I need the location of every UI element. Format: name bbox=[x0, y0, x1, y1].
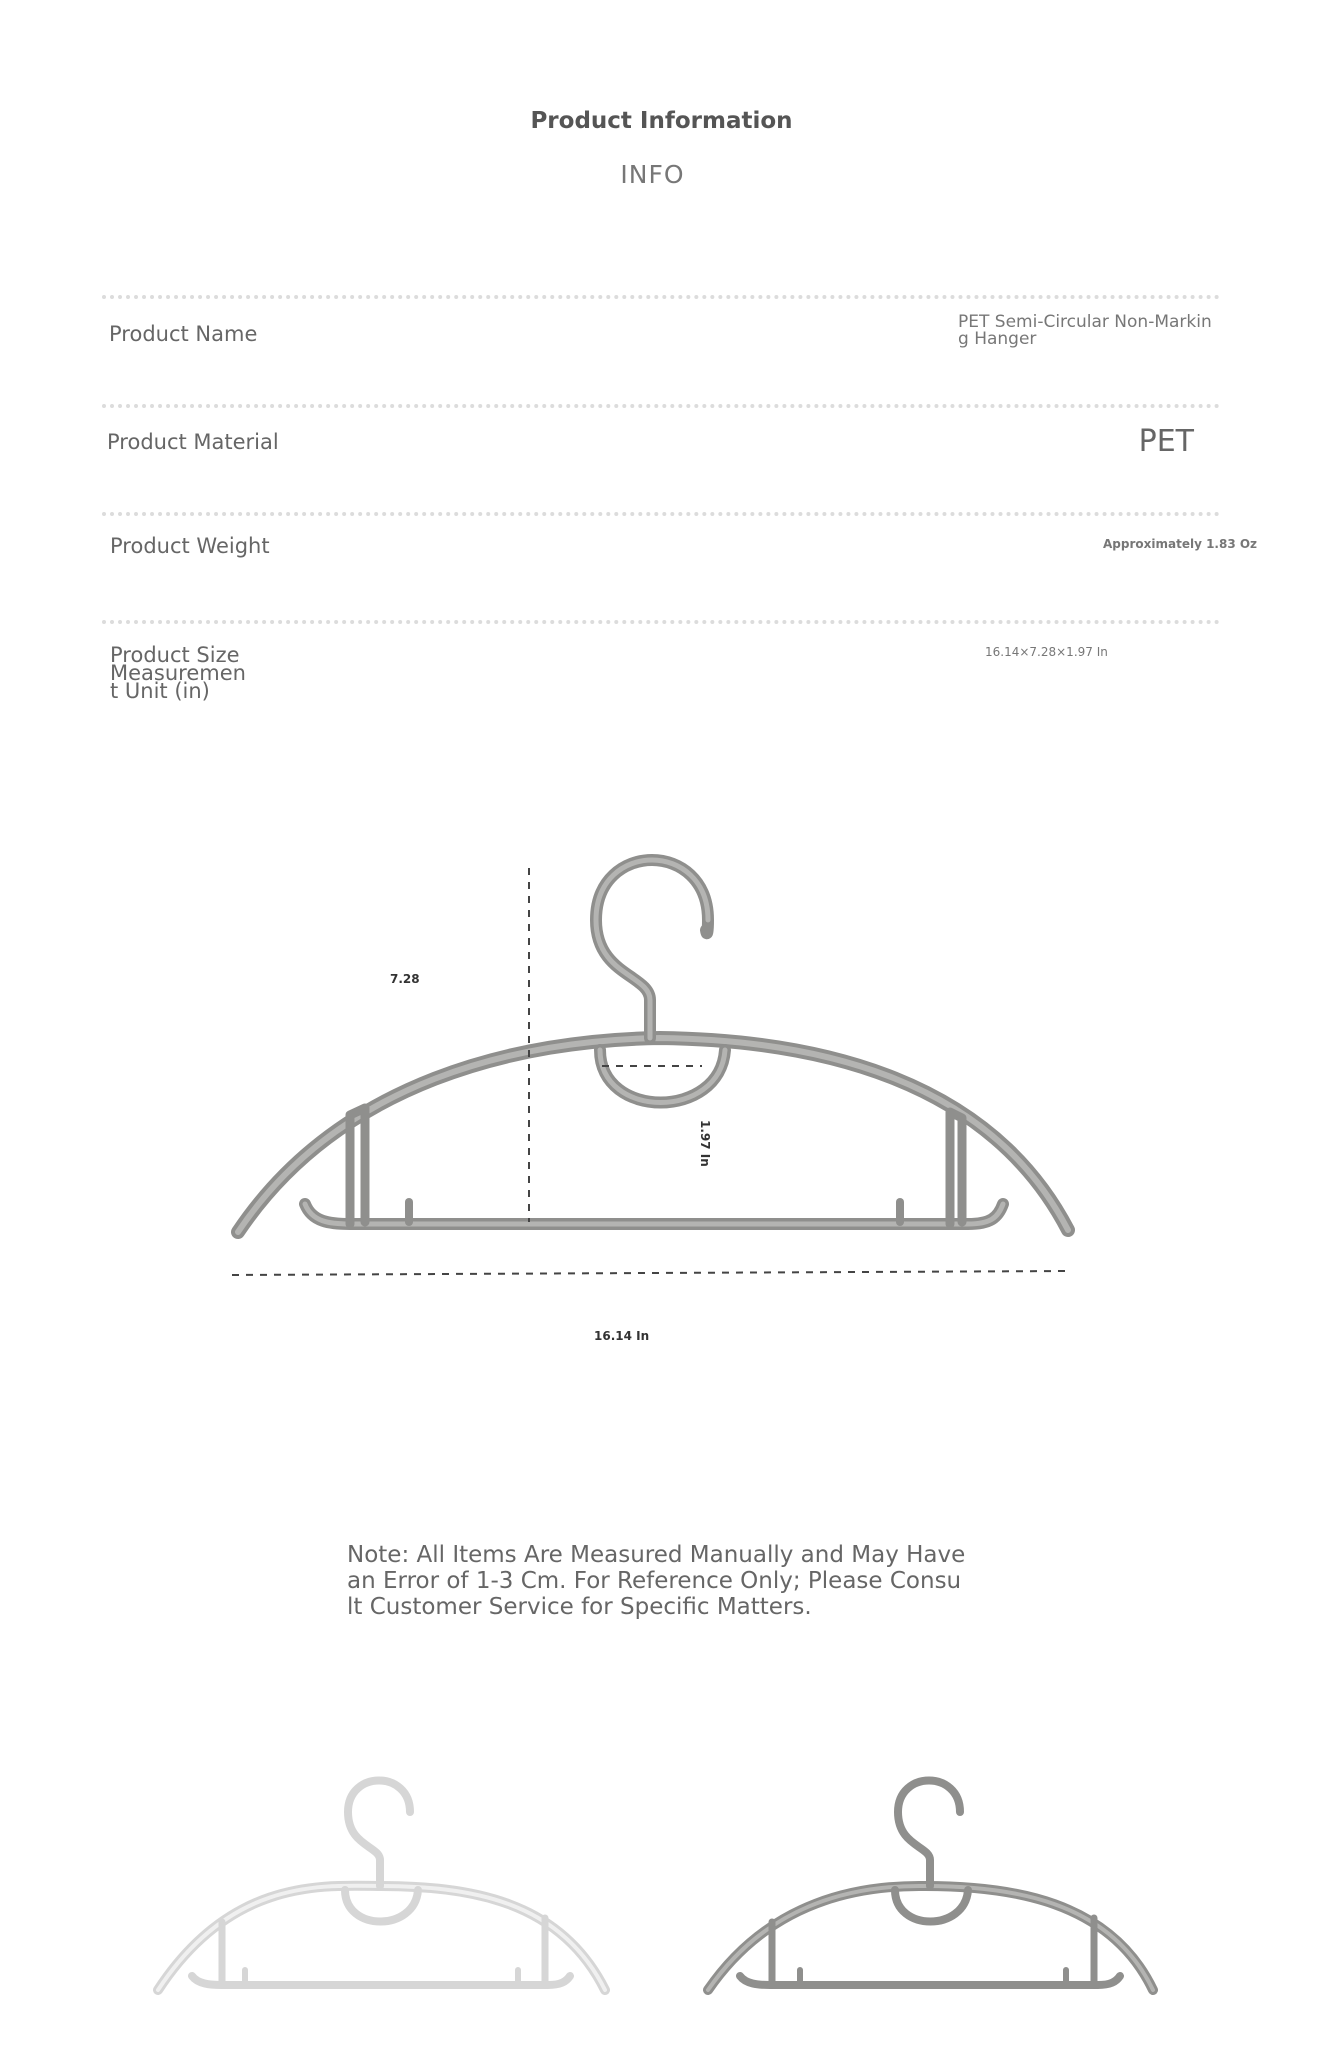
product-weight-value: Approximately 1.83 Oz bbox=[1103, 537, 1258, 551]
width-measure-line bbox=[232, 1271, 1070, 1275]
page-subtitle: INFO bbox=[620, 160, 685, 189]
hanger-main-illustration bbox=[238, 860, 1068, 1232]
product-name-label: Product Name bbox=[109, 322, 258, 346]
width-dimension-label: 16.14 In bbox=[594, 1329, 650, 1343]
product-size-value: 16.14×7.28×1.97 In bbox=[985, 645, 1108, 659]
product-material-value: PET bbox=[1138, 424, 1194, 459]
hanger-white-photo bbox=[158, 1781, 605, 1991]
product-name-value: PET Semi-Circular Non-Marking Hanger bbox=[958, 312, 1212, 349]
measurement-note: Note: All Items Are Measured Manually and May Have an Error of 1-3 Cm. For Reference Only; Please Consult Customer Service for Specific Matters. bbox=[347, 1542, 966, 1620]
product-size-label: Product Size Measurement Unit (in) bbox=[110, 643, 246, 703]
depth-dimension-label: 1.97 In bbox=[698, 1120, 712, 1167]
product-weight-label: Product Weight bbox=[110, 534, 270, 558]
hanger-gray-photo bbox=[708, 1781, 1153, 1991]
product-material-label: Product Material bbox=[107, 430, 279, 454]
page-title: Product Information bbox=[530, 108, 793, 134]
height-dimension-label: 7.28 bbox=[390, 972, 420, 986]
